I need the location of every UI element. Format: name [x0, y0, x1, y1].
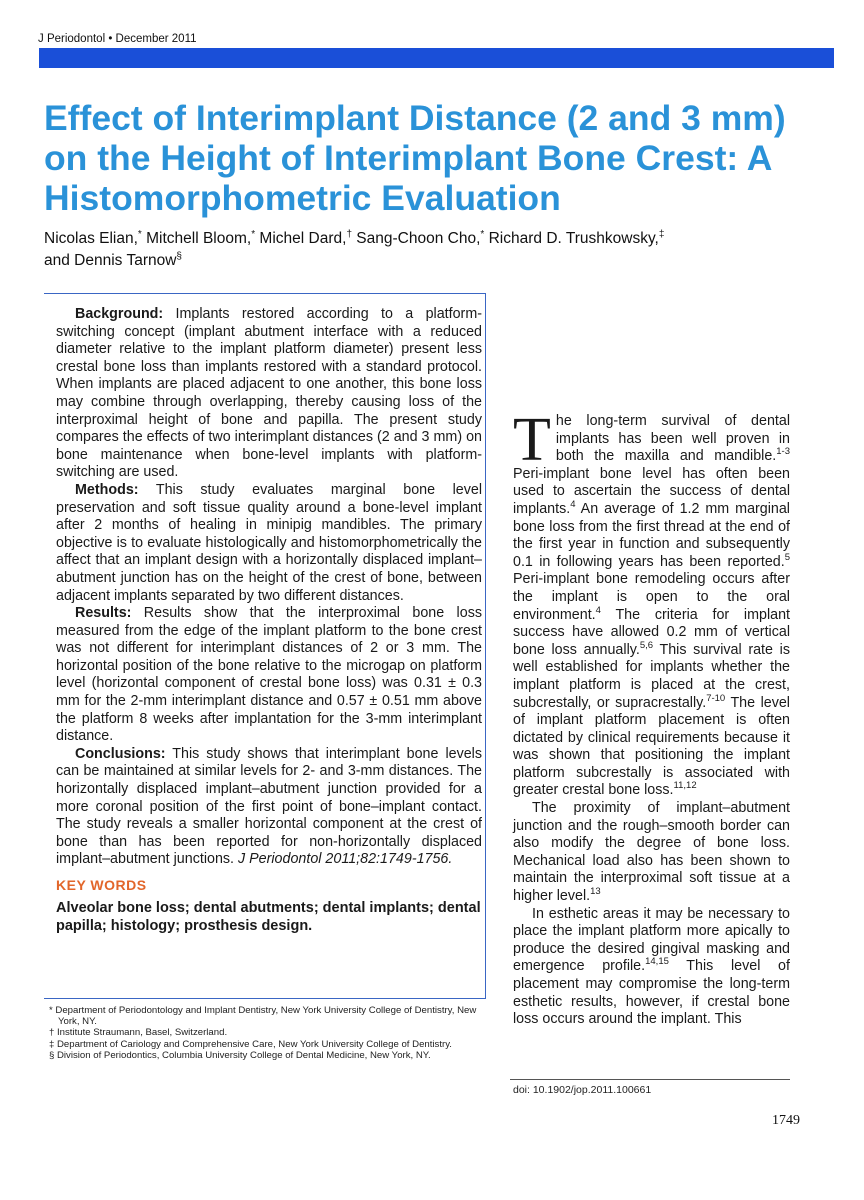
reference-mark: 5,6: [639, 639, 654, 651]
abstract-text: Results show that the interproximal bone loss measured from the edge of the implant platform to the bone crest was not different for interimplant distances of 2 or 3 mm. The horizontal position of the bone relative to the microgap on platform level (horizontal component of crestal bone loss) was 0.31 ± 0.3 mm for the 2-mm interimplant distance and 0.57 ± 0.51 mm above the platform 8 weeks after implantation for the 3-mm interimplant distance.: [56, 605, 482, 745]
body-text: Peri-implant bone remodeling occurs after the implant is open to the oral environment.: [513, 571, 790, 623]
abstract-box: [44, 293, 486, 999]
footnote: * Department of Periodontology and Implant Dentistry, New York University College of Dentistry, New York, NY.: [49, 1005, 477, 1028]
reference-mark: 13: [590, 886, 601, 898]
body-paragraph: [513, 906, 790, 1029]
keywords-list: Alveolar bone loss; dental abutments; dental implants; dental papilla; histology; prosthesis design.: [56, 899, 481, 934]
author-name: Mitchell Bloom,: [141, 230, 252, 248]
author-name: and Dennis Tarnow: [44, 252, 177, 270]
abstract-label: Background:: [75, 306, 164, 322]
reference-mark: 1-3: [776, 446, 790, 458]
author-mark: †: [346, 229, 352, 240]
footnote: ‡ Department of Cariology and Comprehensive Care, New York University College of Dentistry.: [49, 1038, 452, 1050]
body-paragraph: [513, 800, 790, 906]
footnote: § Division of Periodontics, Columbia University College of Dental Medicine, New York, NY.: [49, 1049, 431, 1061]
doi-text: doi: 10.1902/jop.2011.100661: [513, 1084, 652, 1096]
author-mark: *: [480, 229, 485, 240]
author-list: [44, 226, 834, 270]
reference-mark: 4: [570, 499, 576, 511]
body-text: Peri-implant bone level has often been used to ascertain the success of dental implants.: [513, 465, 790, 517]
reference-mark: 11,12: [673, 780, 697, 792]
doi-divider: [510, 1079, 790, 1080]
author-name: Nicolas Elian,: [44, 230, 138, 248]
author-name: Richard D. Trushkowsky,: [484, 230, 659, 248]
abstract-text: This study evaluates marginal bone level preservation and soft tissue quality around a bone-level implant after 2 months of healing in minipig mandibles. The primary objective is to evaluate histologically and histomorphometrically the affect that an implant design with a horizontally displaced implant–abutment junction has on the height of the crest of bone, between adjacent implants separated by two different distances.: [56, 481, 482, 604]
reference-mark: 7-10: [706, 692, 726, 704]
author-mark: *: [251, 229, 256, 240]
author-name: Michel Dard,: [255, 230, 347, 248]
abstract-content: [56, 306, 482, 935]
reference-mark: 4: [595, 604, 601, 616]
author-mark: *: [137, 229, 142, 240]
body-text: This level of placement may compromise the long-term esthetic results, however, if crestal bone loss occurs around the implant. This: [513, 958, 790, 1028]
abstract-methods: [56, 482, 482, 605]
body-text: An average of 1.2 mm marginal bone loss from the first thread at the end of the first year in function and subsequently 0.1 in following years has been reported.: [513, 500, 790, 570]
footnote: † Institute Straumann, Basel, Switzerland.: [49, 1027, 228, 1039]
body-text: This survival rate is well established for implants whether the implant platform is placed at the crest, subcrestally, or supracrestally.: [513, 641, 791, 711]
reference-mark: 14,15: [645, 956, 669, 968]
abstract-label: Results:: [75, 605, 132, 622]
journal-running-header: J Periodontol • December 2011: [38, 33, 197, 45]
abstract-text: Implants restored according to a platform-switching concept (implant abutment interface with a reduced diameter relative to the implant platform diameter) present less crestal bone loss than implants restored with a standard protocol. When implants are placed adjacent to one another, this bone loss may combine through overlapping, thereby causing loss of the interproximal height of bone and papilla. The present study compares the effects of two interimplant distances (2 and 3 mm) on bone maintenance when bone-level implants with platform-switching are used.: [56, 306, 482, 481]
drop-cap: T: [513, 406, 551, 474]
body-text: he long-term survival of dental implants has been well proven in both the maxilla and mandible.: [555, 413, 790, 465]
body-text-column: [513, 406, 791, 1029]
keywords-heading: KEY WORDS: [56, 877, 147, 893]
body-text: In esthetic areas it may be necessary to place the implant platform more apically to produce the desired gingival masking and emergence profile.: [513, 905, 790, 975]
body-text: The criteria for implant success have allowed 0.2 mm of vertical bone loss annually.: [513, 606, 790, 658]
abstract-label: Conclusions:: [75, 745, 166, 762]
page-number: 1749: [772, 1113, 800, 1128]
body-text: The level of implant platform placement is often dictated by clinical requirements because it was shown that positioning the implant platform subcrestally is associated with greater crestal bone loss.: [513, 694, 790, 799]
abstract-citation: J Periodontol 2011;82:1749-1756.: [234, 851, 453, 868]
abstract-background: [56, 306, 482, 482]
abstract-text: This study shows that interimplant bone levels can be maintained at similar levels for 2- and 3-mm distances. The horizontally displaced implant–abutment junction provided for a more coronal position of the first point of bone–implant contact. The study reveals a smaller horizontal component at the crest of bone than has been reported for non-horizontally displaced implant–abutment junctions.: [56, 745, 482, 868]
body-text: The proximity of implant–abutment junction and the rough–smooth border can also modify the degree of bone loss. Mechanical load also has been shown to maintain the interproximal soft tissue at a higher level.: [513, 800, 790, 905]
article-title: Effect of Interimplant Distance (2 and 3 mm) on the Height of Interimplant Bone Crest: A Histomorphometric Evaluation: [44, 98, 786, 218]
header-color-bar: [39, 48, 834, 68]
body-paragraph: [513, 406, 791, 800]
reference-mark: 5: [784, 551, 790, 563]
affiliation-footnotes: [44, 1005, 490, 1061]
abstract-results: [56, 605, 482, 746]
abstract-conclusions: [56, 746, 482, 869]
author-name: Sang-Choon Cho,: [352, 230, 481, 248]
abstract-label: Methods:: [75, 481, 139, 498]
author-mark: §: [176, 251, 182, 263]
author-mark: ‡: [658, 229, 665, 240]
